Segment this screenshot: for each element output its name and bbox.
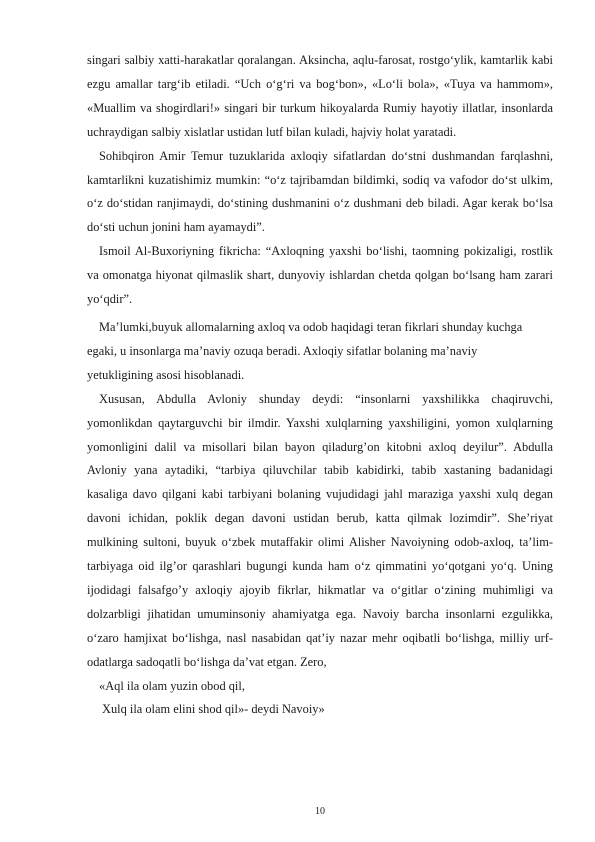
verse-line-1: «Aql ila olam yuzin obod qil, xyxy=(99,678,245,693)
paragraph-allomalar: Ma’lumki,buyuk allomalarning axloq va odob haqidagi teran fikrlari shunday kuchga egaki, u insonlarga ma’naviy ozuqa beradi. Axloqiy sifatlar bolaning ma’naviy yetukligining asosi hisoblanadi. xyxy=(87,319,523,382)
document-body xyxy=(87,49,553,722)
paragraph-al-buxoriy: Ismoil Al-Buxoriyning fikricha: “Axloqning yaxshi bo‘lishi, taomning pokizaligi, rostlik va omonatga hiyonat qilmaslik shart, dunyoviy ishlardan chetda qolgan bo‘lsang ham zarari yo‘qdir”. xyxy=(87,244,553,307)
paragraph-amir-temur: Sohibqiron Amir Temur tuzuklarida axloqiy sifatlardan do‘stni dushmandan farqlashni, kamtarlikni kuzatishimiz mumkin: “o‘z tajribamdan bildimki, sodiq va vafodor do‘st ulkim, o‘z do‘stidan ranjimaydi, do‘stining dushmanini o‘z dushmani deb biladi. Agar kerak bo‘lsa do‘sti uchun jonini ham ayamaydi”. xyxy=(87,148,553,235)
paragraph-rumiy: singari salbiy xatti-harakatlar qoralangan. Aksincha, aqlu-farosat, rostgo‘ylik, kamtarlik kabi ezgu amallar targ‘ib etiladi. “Uch o‘g‘ri va bog‘bon», «Lo‘li bola», «Tuya va hammom», «Muallim va shogirdlari!» singari bir turkum hikoyalarda Rumiy hayotiy illatlar, insonlarda uchraydigan salbiy xislatlar ustidan lutf bilan kuladi, hajviy holat yaratadi. xyxy=(87,53,553,139)
page-number: 10 xyxy=(315,806,325,817)
paragraph-avloniy-navoiy: Xususan, Abdulla Avloniy shunday deydi: “insonlarni yaxshilikka chaqiruvchi, yomonlikdan qaytarguvchi bir ilmdir. Yaxshi xulqlarning yaxshiligini, yomon xulqlarning yomonligini dalil va misollari bilan bayon qiladurg’on kitobni axloq deyilur”. Abdulla Avloniy yana aytadiki, “tarbiya qiluvchilar tabib kabidirki, tabib xastaning badanidagi kasaliga davo qilgani kabi tarbiyani bolaning vujudidagi jahl maraziga yaxshi xulq degan davoni ichidan, poklik degan davoni ustidan berub, katta qilmak lozimdir”. She’riyat mulkining sultoni, buyuk o‘zbek mutaffakir olimi Alisher Navoiyning odob-axloq, ta’lim-tarbiyaga oid ilg’or qarashlari bugungi kunda ham o‘z qimmatini yo‘qotgani yo‘q. Uning ijodidagi falsafgo’y axloqiy ajoyib fikrlar, hikmatlar va o‘gitlar o‘zining muhimligi va dolzarbligi jihatidan umuminsoniy ahamiyatga ega. Navoiy barcha insonlarni ezgulikka, o‘zaro hamjixat bo‘lishga, nasl nasabidan qat’iy nazar mehr oqibatli bo‘lishga, milliy urf-odatlarga sadoqatli bo‘lishga da’vat etgan. Zero, xyxy=(87,391,553,669)
verse-line-2: Xulq ila olam elini shod qil»- deydi Navoiy» xyxy=(102,702,325,717)
